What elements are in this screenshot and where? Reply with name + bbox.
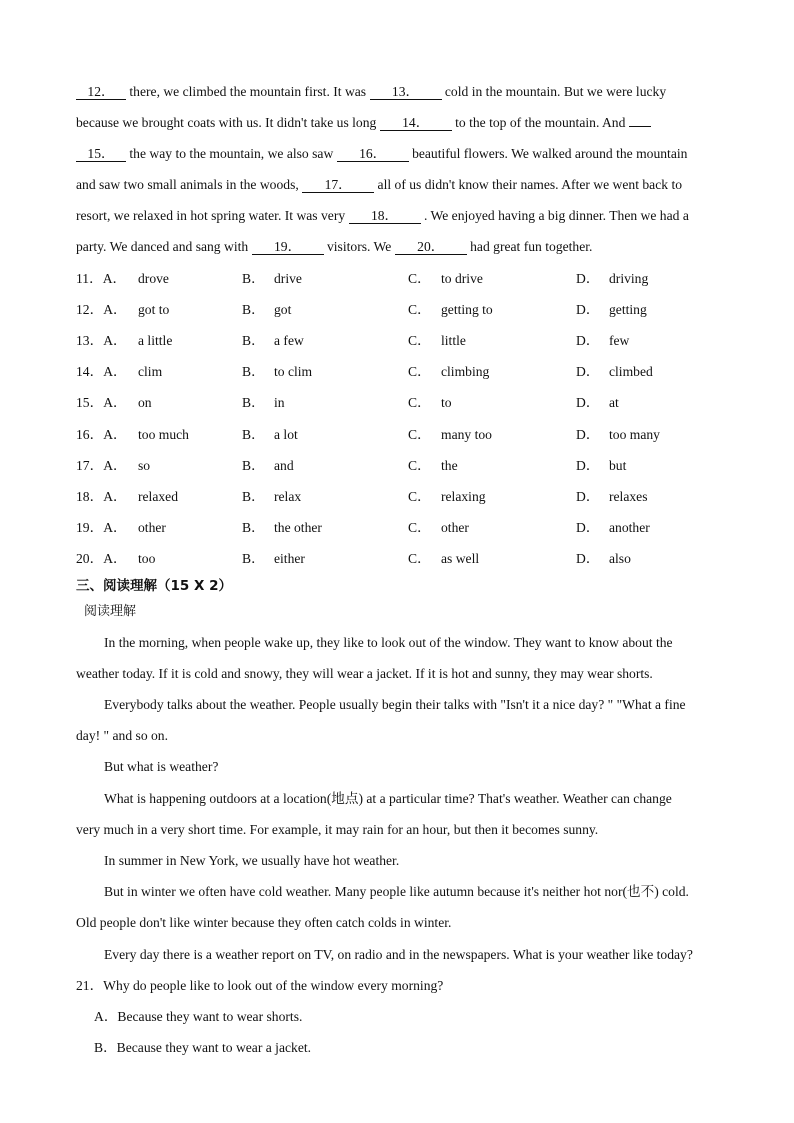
option-row-19 [76,519,756,537]
option-label-b: B． [242,489,265,504]
question-number: 17． [76,458,104,473]
option-label-d: D． [576,333,600,348]
option-label-b: B． [242,551,265,566]
option-b[interactable]: to clim [274,364,313,379]
option-label-d: D． [576,271,600,286]
option-label-a: A． [102,271,127,286]
question-number: 15． [76,395,104,410]
option-label-a: A． [103,302,127,317]
option-d[interactable]: at [609,395,619,410]
blank-14[interactable]: 14． [380,116,452,131]
option-a[interactable]: other [138,520,166,535]
passage-text: cold in the mountain. But we were lucky [441,84,667,99]
option-label-c: C． [408,333,431,348]
blank-18[interactable]: 18． [349,209,421,224]
option-d[interactable]: getting [609,302,647,317]
option-b[interactable]: drive [274,271,302,286]
passage-text: . We enjoyed having a big dinner. Then we had a [420,208,689,223]
passage-text: visitors. We [323,239,395,254]
option-label-c: C． [408,520,431,535]
passage-text: and saw two small animals in the woods, [76,177,303,192]
option-label-d: D． [576,551,600,566]
option-c[interactable]: the [441,458,458,473]
question-number: 18． [76,489,104,504]
option-c[interactable]: other [441,520,469,535]
section-title: 三、阅读理解（15 X 2） [76,578,232,594]
option-label-d: D． [576,395,600,410]
passage-text: the way to the mountain, we also saw [126,146,337,161]
option-a[interactable]: got to [138,302,170,317]
option-row-14 [76,363,756,381]
question-21-option-a[interactable]: A．Because they want to wear shorts. [94,1009,303,1024]
option-d[interactable]: too many [609,427,660,442]
option-a[interactable]: so [138,458,151,473]
option-row-11 [76,270,756,288]
option-row-13 [76,332,756,350]
passage-line-6 [76,238,746,256]
option-label-c: C． [408,364,431,379]
option-b[interactable]: in [274,395,285,410]
option-label-c: C． [408,551,431,566]
option-row-12 [76,301,756,319]
reading-paragraph-3: But what is weather? [104,759,219,774]
option-label-d: D． [576,520,600,535]
reading-paragraph-4-cont: very much in a very short time. For example, it may rain for an hour, but then it becomes sunny. [76,822,599,837]
option-label-a: A． [103,427,127,442]
option-label-d: D． [576,427,600,442]
option-label-a: A． [103,489,127,504]
option-d[interactable]: driving [609,271,649,286]
option-label-b: B． [242,427,265,442]
blank-19[interactable]: 19． [252,240,324,255]
passage-line-5 [76,207,746,225]
option-label-c: C． [408,395,431,410]
option-a[interactable]: clim [138,364,163,379]
option-label-b: B． [242,458,265,473]
option-b[interactable]: and [274,458,294,473]
option-a[interactable]: too much [138,427,189,442]
blank-13[interactable]: 13． [370,85,442,100]
question-number: 19． [76,520,104,535]
question-number: 14． [76,364,104,379]
option-label-b: B． [242,395,265,410]
passage-text: party. We danced and sang with [76,239,252,254]
reading-paragraph-2: Everybody talks about the weather. People usually begin their talks with "Isn't it a nice day? " "What a fine [104,697,686,712]
option-c[interactable]: to drive [441,271,483,286]
passage-text: had great fun together. [466,239,593,254]
option-label-a: A． [103,551,127,566]
passage-text: because we brought coats with us. It didn't take us long [76,115,380,130]
reading-paragraph-6: But in winter we often have cold weather. Many people like autumn because it's neither hot nor(也不) cold. [104,884,689,899]
section-subtitle: 阅读理解 [84,604,137,619]
option-label-c: C． [408,271,431,286]
option-a[interactable]: a little [138,333,173,348]
option-a[interactable]: on [138,395,152,410]
reading-paragraph-6-cont: Old people don't like winter because they often catch colds in winter. [76,915,452,930]
question-21-option-b[interactable]: B．Because they want to wear a jacket. [94,1040,312,1055]
option-label-d: D． [576,364,600,379]
option-b[interactable]: either [274,551,305,566]
passage-text: to the top of the mountain. And [451,115,629,130]
option-c[interactable]: as well [441,551,480,566]
reading-paragraph-1: In the morning, when people wake up, they like to look out of the window. They want to know about the [104,635,673,650]
blank-20[interactable]: 20． [395,240,467,255]
reading-paragraph-5: In summer in New York, we usually have hot weather. [104,853,400,868]
passage-line-2 [76,114,746,132]
reading-paragraph-2-cont: day! " and so on. [76,728,169,743]
option-label-a: A． [103,395,127,410]
option-label-b: B． [242,333,265,348]
option-label-d: D． [576,302,600,317]
option-d[interactable]: climbed [609,364,653,379]
question-number: 16． [76,427,104,442]
reading-paragraph-1-cont: weather today. If it is cold and snowy, they will wear a jacket. If it is hot and sunny, they may wear shorts. [76,666,653,681]
question-number: 20． [76,551,104,566]
option-b[interactable]: relax [274,489,302,504]
option-label-c: C． [408,302,431,317]
option-b[interactable]: the other [274,520,322,535]
option-label-b: B． [242,271,265,286]
option-c[interactable]: little [441,333,466,348]
option-label-b: B． [242,302,265,317]
reading-paragraph-7: Every day there is a weather report on TV, on radio and in the newspapers. What is your weather like today? [104,947,693,962]
option-label-c: C． [408,489,431,504]
passage-text: all of us didn't know their names. After we went back to [374,177,683,192]
passage-line-3 [76,145,746,163]
blank-17[interactable]: 17． [302,178,374,193]
option-label-a: A． [103,364,127,379]
passage-line-4 [76,176,746,194]
option-c[interactable]: relaxing [441,489,486,504]
question-21-stem: 21．Why do people like to look out of the window every morning? [76,978,444,993]
option-d[interactable]: another [609,520,650,535]
option-label-a: A． [103,520,127,535]
option-label-a: A． [103,333,127,348]
option-row-16 [76,426,756,444]
question-number: 12． [76,302,104,317]
passage-text: resort, we relaxed in hot spring water. It was very [76,208,349,223]
option-label-a: A． [103,458,127,473]
option-label-d: D． [576,458,600,473]
passage-text: there, we climbed the mountain first. It was [126,84,370,99]
option-label-b: B． [242,520,265,535]
question-number: 13． [76,333,104,348]
question-number: 11． [76,271,103,286]
option-label-d: D． [576,489,600,504]
option-d[interactable]: also [609,551,631,566]
passage-line-1 [76,83,746,101]
option-c[interactable]: getting to [441,302,493,317]
option-row-15 [76,394,756,412]
option-c[interactable]: to [441,395,452,410]
option-row-20 [76,550,756,568]
option-label-b: B． [242,364,265,379]
reading-paragraph-4: What is happening outdoors at a location(地点) at a particular time? That's weather. Weather can change [104,791,672,806]
option-label-c: C． [408,427,431,442]
option-b[interactable]: a few [274,333,304,348]
blank-16[interactable]: 16． [337,147,409,162]
passage-text: beautiful flowers. We walked around the mountain [408,146,688,161]
option-a[interactable]: too [138,551,156,566]
option-label-c: C． [408,458,431,473]
option-a[interactable]: relaxed [138,489,178,504]
option-a[interactable]: drove [138,271,169,286]
option-row-18 [76,488,756,506]
option-b[interactable]: got [274,302,292,317]
option-d[interactable]: but [609,458,627,473]
option-row-17 [76,457,756,475]
blank-12[interactable]: 12． [76,85,126,100]
option-b[interactable]: a lot [274,427,298,442]
option-c[interactable]: many too [441,427,492,442]
option-d[interactable]: relaxes [609,489,648,504]
option-c[interactable]: climbing [441,364,490,379]
option-d[interactable]: few [609,333,630,348]
blank-15[interactable]: 15． [76,147,126,162]
blank-15-start[interactable] [629,126,651,127]
